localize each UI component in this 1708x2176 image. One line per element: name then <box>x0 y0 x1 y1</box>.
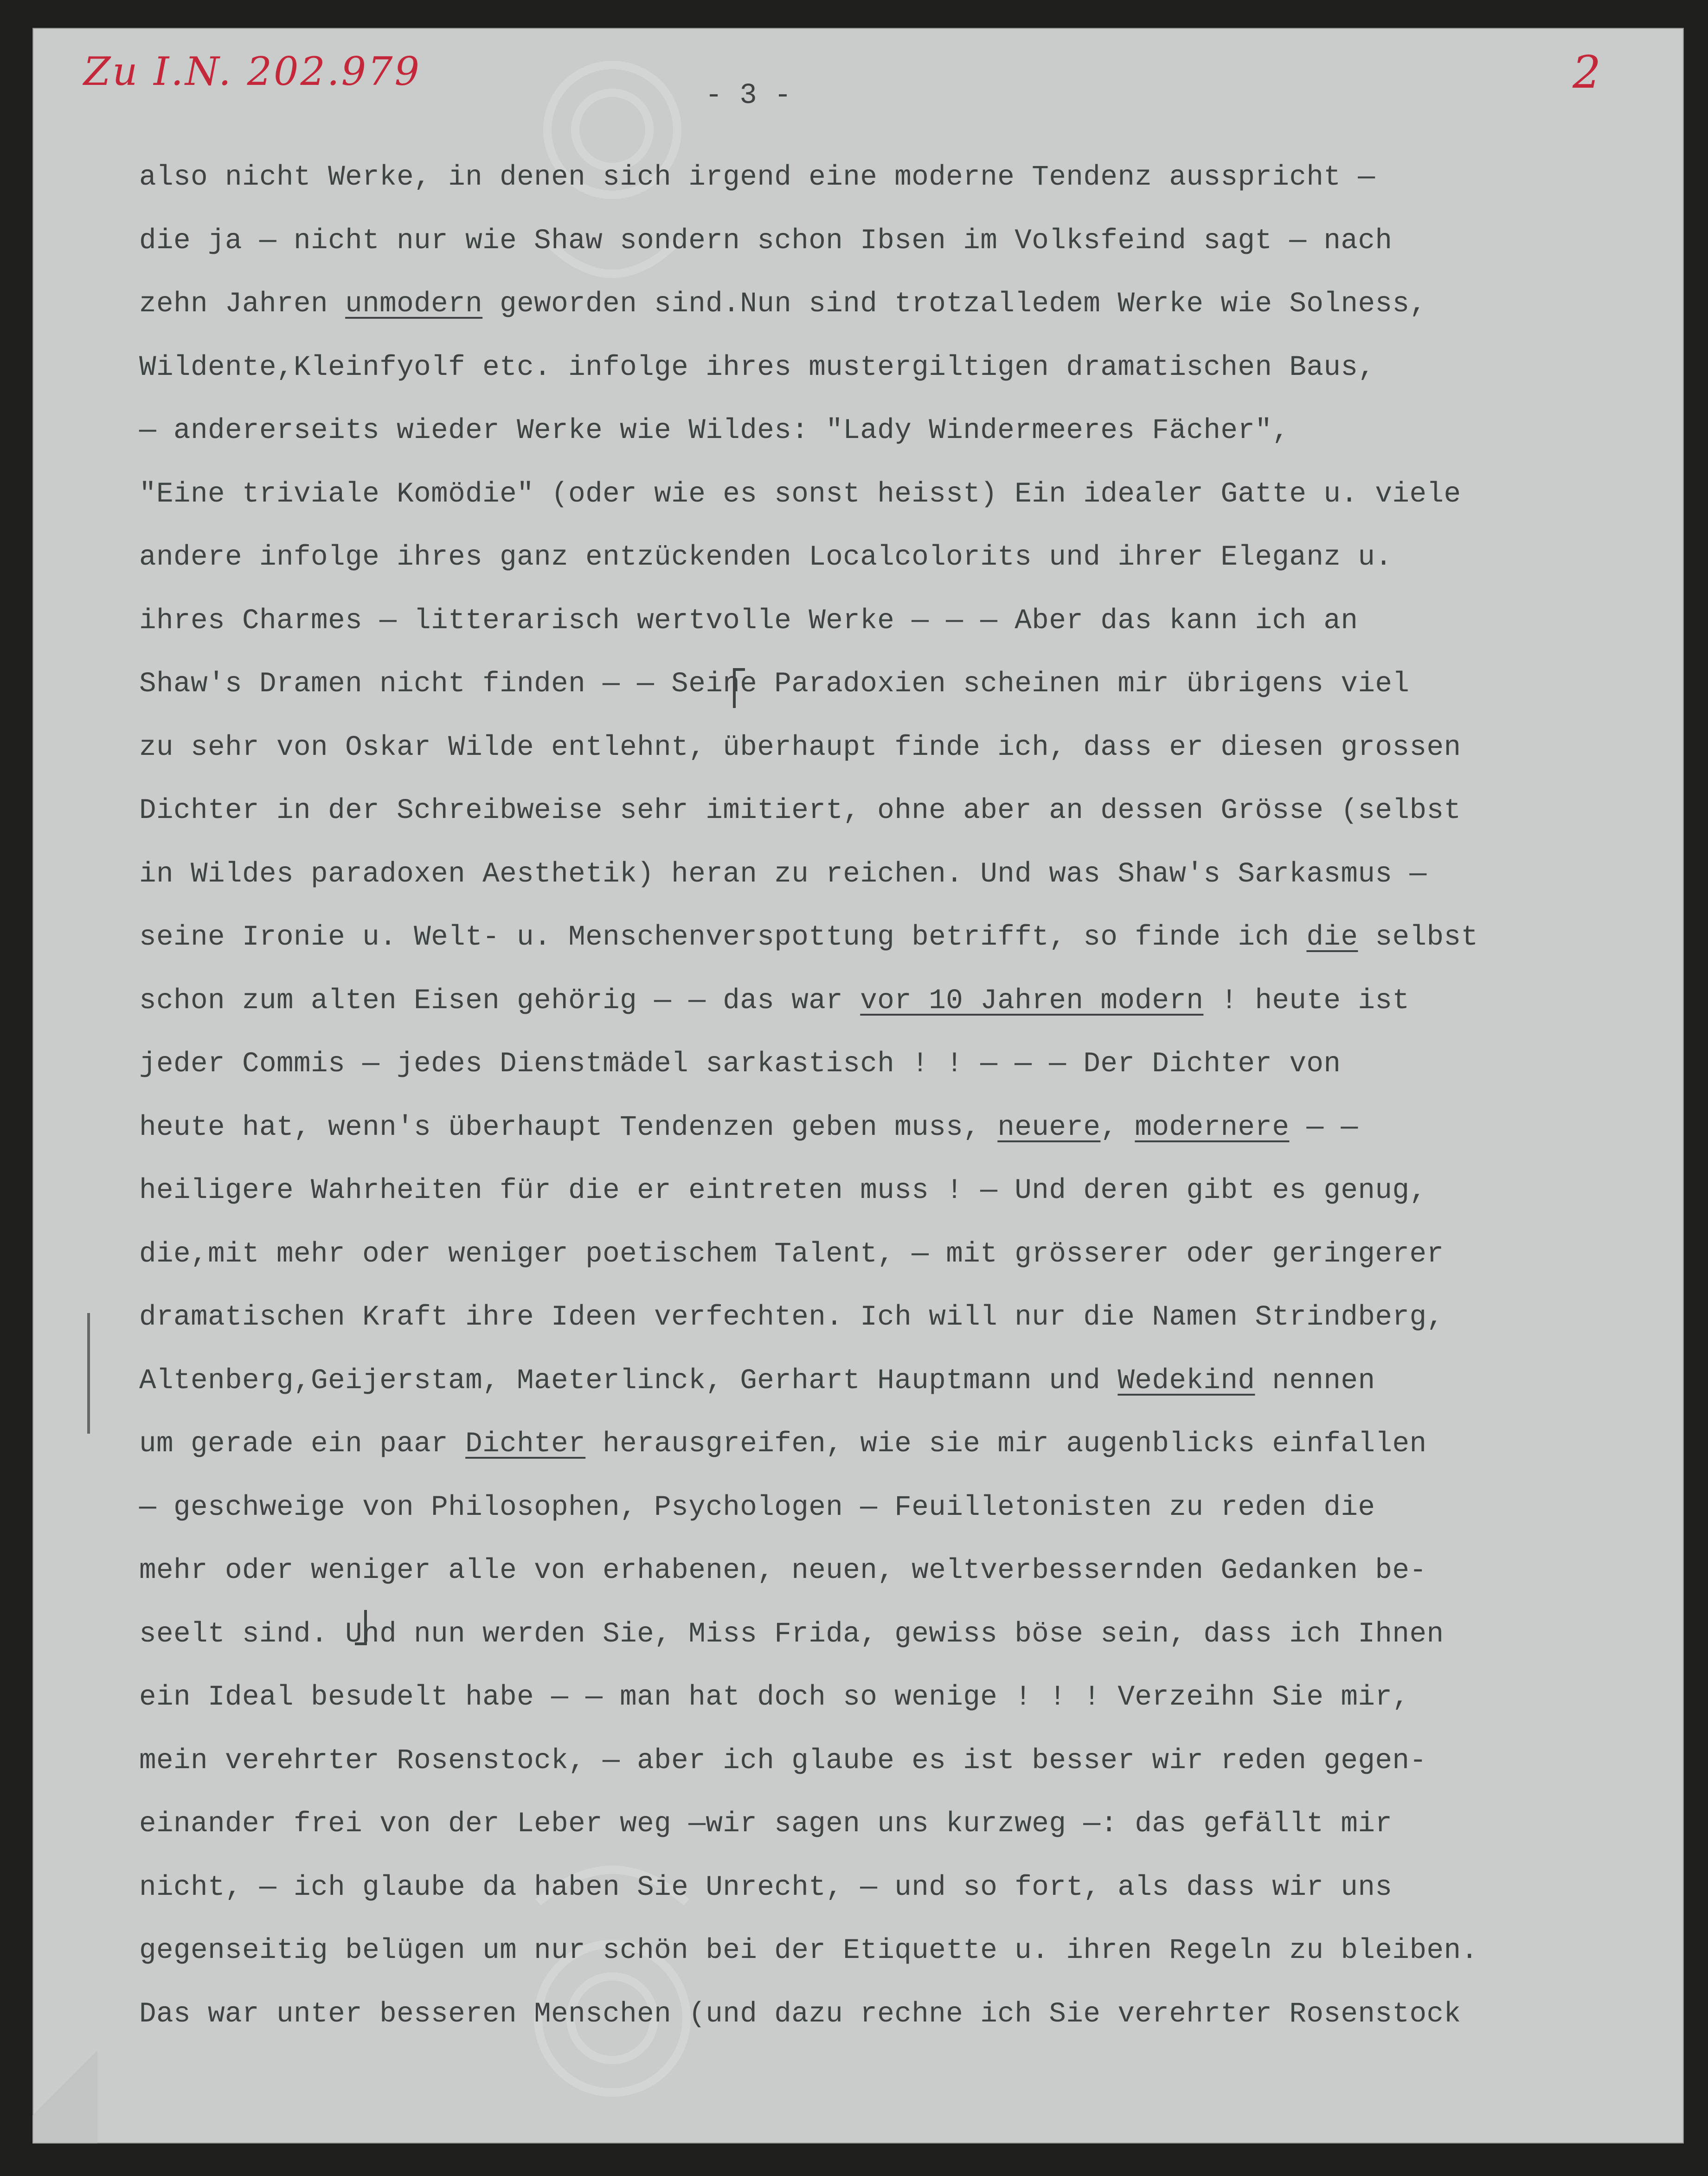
text-segment: heiligere Wahrheiten für die er eintreten muss ! — Und deren gibt es genug, <box>139 1175 1427 1207</box>
text-line <box>139 1730 1426 1793</box>
text-line <box>139 336 1375 399</box>
text-line <box>139 1033 1341 1096</box>
text-line <box>139 1603 1444 1666</box>
text-segment: herausgreifen, wie sie mir augenblicks einfallen <box>585 1428 1427 1460</box>
text-segment: die,mit mehr oder weniger poetischem Talent, — mit grösserer oder geringerer <box>139 1238 1444 1270</box>
text-line <box>139 1793 1392 1856</box>
text-segment: ihres Charmes — litterarisch wertvolle Werke — — — Aber das kann ich an <box>139 605 1358 637</box>
text-segment: um gerade ein paar <box>139 1428 466 1460</box>
text-line <box>139 970 1409 1033</box>
text-segment: Shaw's Dramen nicht finden — — Seine Paradoxien scheinen mir übrigens viel <box>139 668 1410 700</box>
text-line <box>139 1666 1409 1729</box>
text-line <box>139 1286 1444 1349</box>
text-segment: — geschweige von Philosophen, Psychologen — Feuilletonisten zu reden die <box>139 1491 1375 1524</box>
text-segment: Dichter in der Schreibweise sehr imitiert, ohne aber an dessen Grösse (selbst <box>139 795 1461 827</box>
text-line <box>139 1919 1478 1983</box>
text-segment: gegenseitig belügen um nur schön bei der Etiquette u. ihren Regeln zu bleiben. <box>139 1935 1478 1967</box>
underlined-text: vor 10 Jahren modern <box>860 985 1204 1017</box>
text-segment: Altenberg,Geijerstam, Maeterlinck, Gerhart Hauptmann und <box>139 1365 1118 1397</box>
text-line <box>139 146 1375 209</box>
underlined-text: Dichter <box>465 1428 586 1460</box>
underlined-text: die <box>1306 921 1358 953</box>
text-segment: mein verehrter Rosenstock, — aber ich glaube es ist besser wir reden gegen- <box>139 1745 1427 1777</box>
underlined-text: unmodern <box>345 288 483 320</box>
text-line <box>139 1476 1375 1539</box>
text-line <box>139 590 1358 653</box>
underlined-text: modernere <box>1135 1111 1290 1144</box>
text-line <box>139 399 1289 463</box>
text-line <box>139 716 1461 779</box>
text-line <box>139 1539 1426 1603</box>
text-segment: Das war unter besseren Menschen (und dazu rechne ich Sie verehrter Rosenstock <box>139 1998 1461 2030</box>
text-line <box>139 1159 1426 1223</box>
text-line <box>139 1413 1426 1476</box>
text-line <box>139 1096 1358 1159</box>
text-segment: zehn Jahren <box>139 288 346 320</box>
text-line <box>139 1983 1461 2046</box>
letter-body <box>32 28 1684 2144</box>
typewritten-page <box>32 28 1684 2144</box>
text-segment: dramatischen Kraft ihre Ideen verfechten. Ich will nur die Namen Strindberg, <box>139 1301 1444 1333</box>
text-segment: seelt sind. Und nun werden Sie, Miss Frida, gewiss böse sein, dass ich Ihnen <box>139 1618 1444 1650</box>
text-segment: heute hat, wenn's überhaupt Tendenzen geben muss, <box>139 1111 998 1144</box>
underlined-text: Wedekind <box>1117 1365 1255 1397</box>
text-segment: nennen <box>1255 1365 1375 1397</box>
archive-number-annotation: Zu I.N. 202.979 <box>83 49 421 94</box>
text-segment: nicht, — ich glaube da haben Sie Unrecht, — und so fort, als dass wir uns <box>139 1871 1393 1904</box>
text-line <box>139 843 1426 906</box>
text-segment: zu sehr von Oskar Wilde entlehnt, überhaupt finde ich, dass er diesen grossen <box>139 731 1461 764</box>
text-segment: mehr oder weniger alle von erhabenen, neuen, weltverbessernden Gedanken be- <box>139 1555 1427 1587</box>
text-segment: jeder Commis — jedes Dienstmädel sarkastisch ! ! — — — Der Dichter von <box>139 1048 1341 1080</box>
text-segment: ! heute ist <box>1203 985 1410 1017</box>
page-number: - 3 - <box>705 79 792 112</box>
text-line <box>139 1350 1375 1413</box>
text-line <box>139 273 1426 336</box>
text-segment: — — <box>1289 1111 1358 1144</box>
text-segment: , <box>1100 1111 1135 1144</box>
text-segment: andere infolge ihres ganz entzückenden Localcolorits und ihrer Eleganz u. <box>139 541 1393 573</box>
text-segment: Wildente,Kleinfyolf etc. infolge ihres mustergiltigen dramatischen Baus, <box>139 351 1375 384</box>
text-segment: — andererseits wieder Werke wie Wildes: "Lady Windermeeres Fächer", <box>139 415 1290 447</box>
text-line <box>139 653 1409 716</box>
text-segment: in Wildes paradoxen Aesthetik) heran zu reichen. Und was Shaw's Sarkasmus — <box>139 858 1427 890</box>
underlined-text: neuere <box>997 1111 1101 1144</box>
text-segment: schon zum alten Eisen gehörig — — das war <box>139 985 860 1017</box>
text-segment: selbst <box>1358 921 1478 953</box>
text-segment: also nicht Werke, in denen sich irgend eine moderne Tendenz ausspricht — <box>139 161 1375 193</box>
folio-number: 2 <box>1573 46 1601 98</box>
text-segment: einander frei von der Leber weg —wir sagen uns kurzweg —: das gefällt mir <box>139 1808 1393 1840</box>
text-segment: "Eine triviale Komödie" (oder wie es sonst heisst) Ein idealer Gatte u. viele <box>139 478 1461 510</box>
text-segment: seine Ironie u. Welt- u. Menschenverspottung betrifft, so finde ich <box>139 921 1307 953</box>
text-line <box>139 463 1461 526</box>
text-line <box>139 210 1392 273</box>
text-line <box>139 1223 1444 1286</box>
text-line <box>139 906 1478 969</box>
text-line <box>139 779 1461 843</box>
text-segment: geworden sind.Nun sind trotzalledem Werke wie Solness, <box>482 288 1427 320</box>
text-line <box>139 526 1392 589</box>
text-segment: ein Ideal besudelt habe — — man hat doch so wenige ! ! ! Verzeihn Sie mir, <box>139 1681 1410 1713</box>
text-segment: die ja — nicht nur wie Shaw sondern schon Ibsen im Volksfeind sagt — nach <box>139 225 1393 257</box>
text-line <box>139 1856 1392 1919</box>
